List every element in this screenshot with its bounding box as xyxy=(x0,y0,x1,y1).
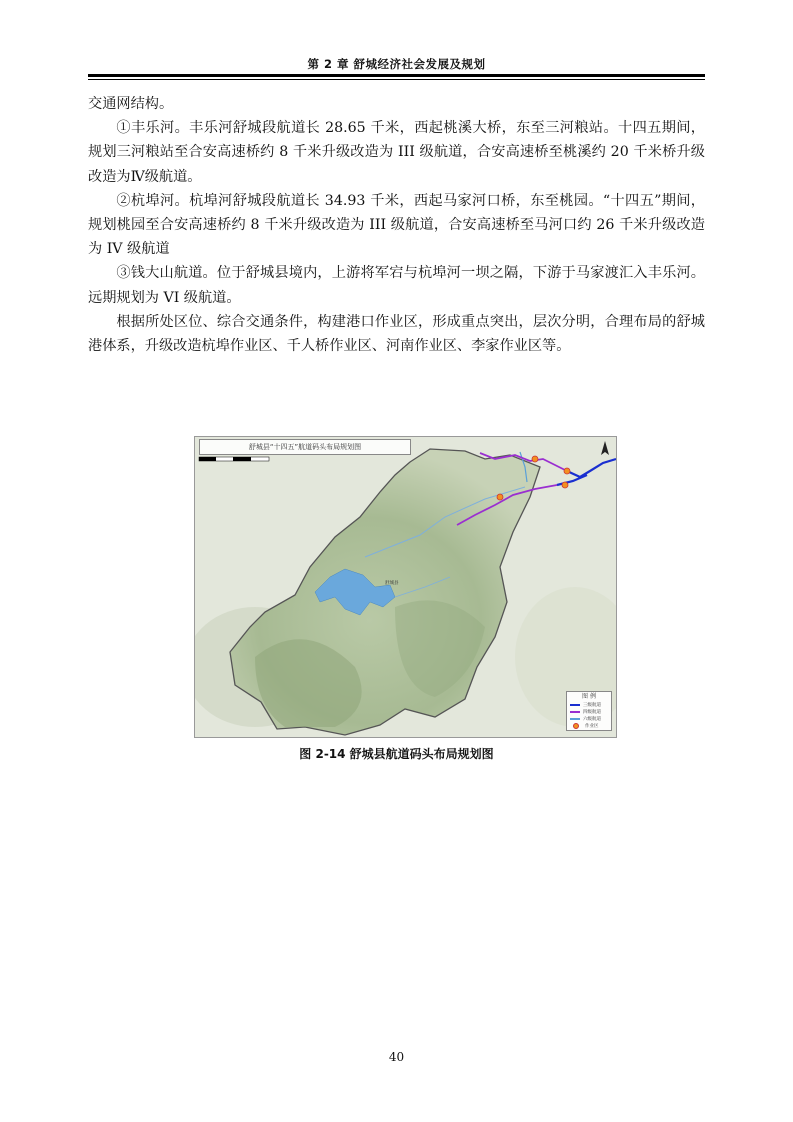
paragraph: ②杭埠河。杭埠河舒城段航道长 34.93 千米，西起马家河口桥，东至桃园。“十四五”期间，规划桃园至合安高速桥约 8 千米升级改造为 III 级航道，合安高速桥至马河口约 26 千米升级改造为 IV 级航道 xyxy=(88,192,705,258)
legend-item xyxy=(567,722,611,729)
port-area-marker xyxy=(497,494,503,500)
north-arrow-icon xyxy=(600,441,610,457)
legend-label: 六级航道 xyxy=(583,716,601,722)
legend-title: 图 例 xyxy=(582,693,596,700)
map-legend xyxy=(566,691,612,731)
page-number: 40 xyxy=(388,1050,405,1064)
legend-label: 作业区 xyxy=(585,723,599,729)
waterway-map-figure xyxy=(194,436,617,738)
page-header: 第 2 章 舒城经济社会发展及规划 xyxy=(307,57,486,71)
legend-swatch xyxy=(570,718,580,720)
paragraph: ③钱大山航道。位于舒城县境内，上游将军宕与杭埠河一坝之隔，下游于马家渡汇入丰乐河。远期规划为 VI 级航道。 xyxy=(88,265,705,306)
map-title: 舒城县“十四五”航道码头布局规划图 xyxy=(199,439,411,455)
legend-label: 四级航道 xyxy=(583,709,601,715)
legend-swatch xyxy=(570,704,580,706)
paragraph: ①丰乐河。丰乐河舒城段航道长 28.65 千米，西起桃溪大桥，东至三河粮站。十四五期间，规划三河粮站至合安高速桥约 8 千米升级改造为 III 级航道，合安高速桥至桃溪约 20 千米桥升级改造为Ⅳ级航道。 xyxy=(88,120,705,185)
port-area-marker xyxy=(562,482,568,488)
body-text xyxy=(88,92,705,358)
paragraph: 交通网结构。 xyxy=(88,96,174,112)
place-label: 舒城县 xyxy=(385,581,399,586)
legend-item xyxy=(567,715,611,722)
port-area-marker xyxy=(532,456,538,462)
legend-dot xyxy=(573,723,579,729)
legend-label: 三级航道 xyxy=(583,702,601,708)
map-graphic xyxy=(195,437,616,737)
legend-item xyxy=(567,701,611,708)
header-rule-thick xyxy=(88,74,705,77)
legend-swatch xyxy=(570,711,580,713)
port-area-marker xyxy=(564,468,570,474)
header-rule-thin xyxy=(88,79,705,80)
paragraph: 根据所处区位、综合交通条件，构建港口作业区，形成重点突出，层次分明，合理布局的舒城港体系，升级改造杭埠作业区、千人桥作业区、河南作业区、李家作业区等。 xyxy=(88,313,705,355)
figure-caption: 图 2-14 舒城县航道码头布局规划图 xyxy=(299,747,494,761)
legend-item xyxy=(567,708,611,715)
